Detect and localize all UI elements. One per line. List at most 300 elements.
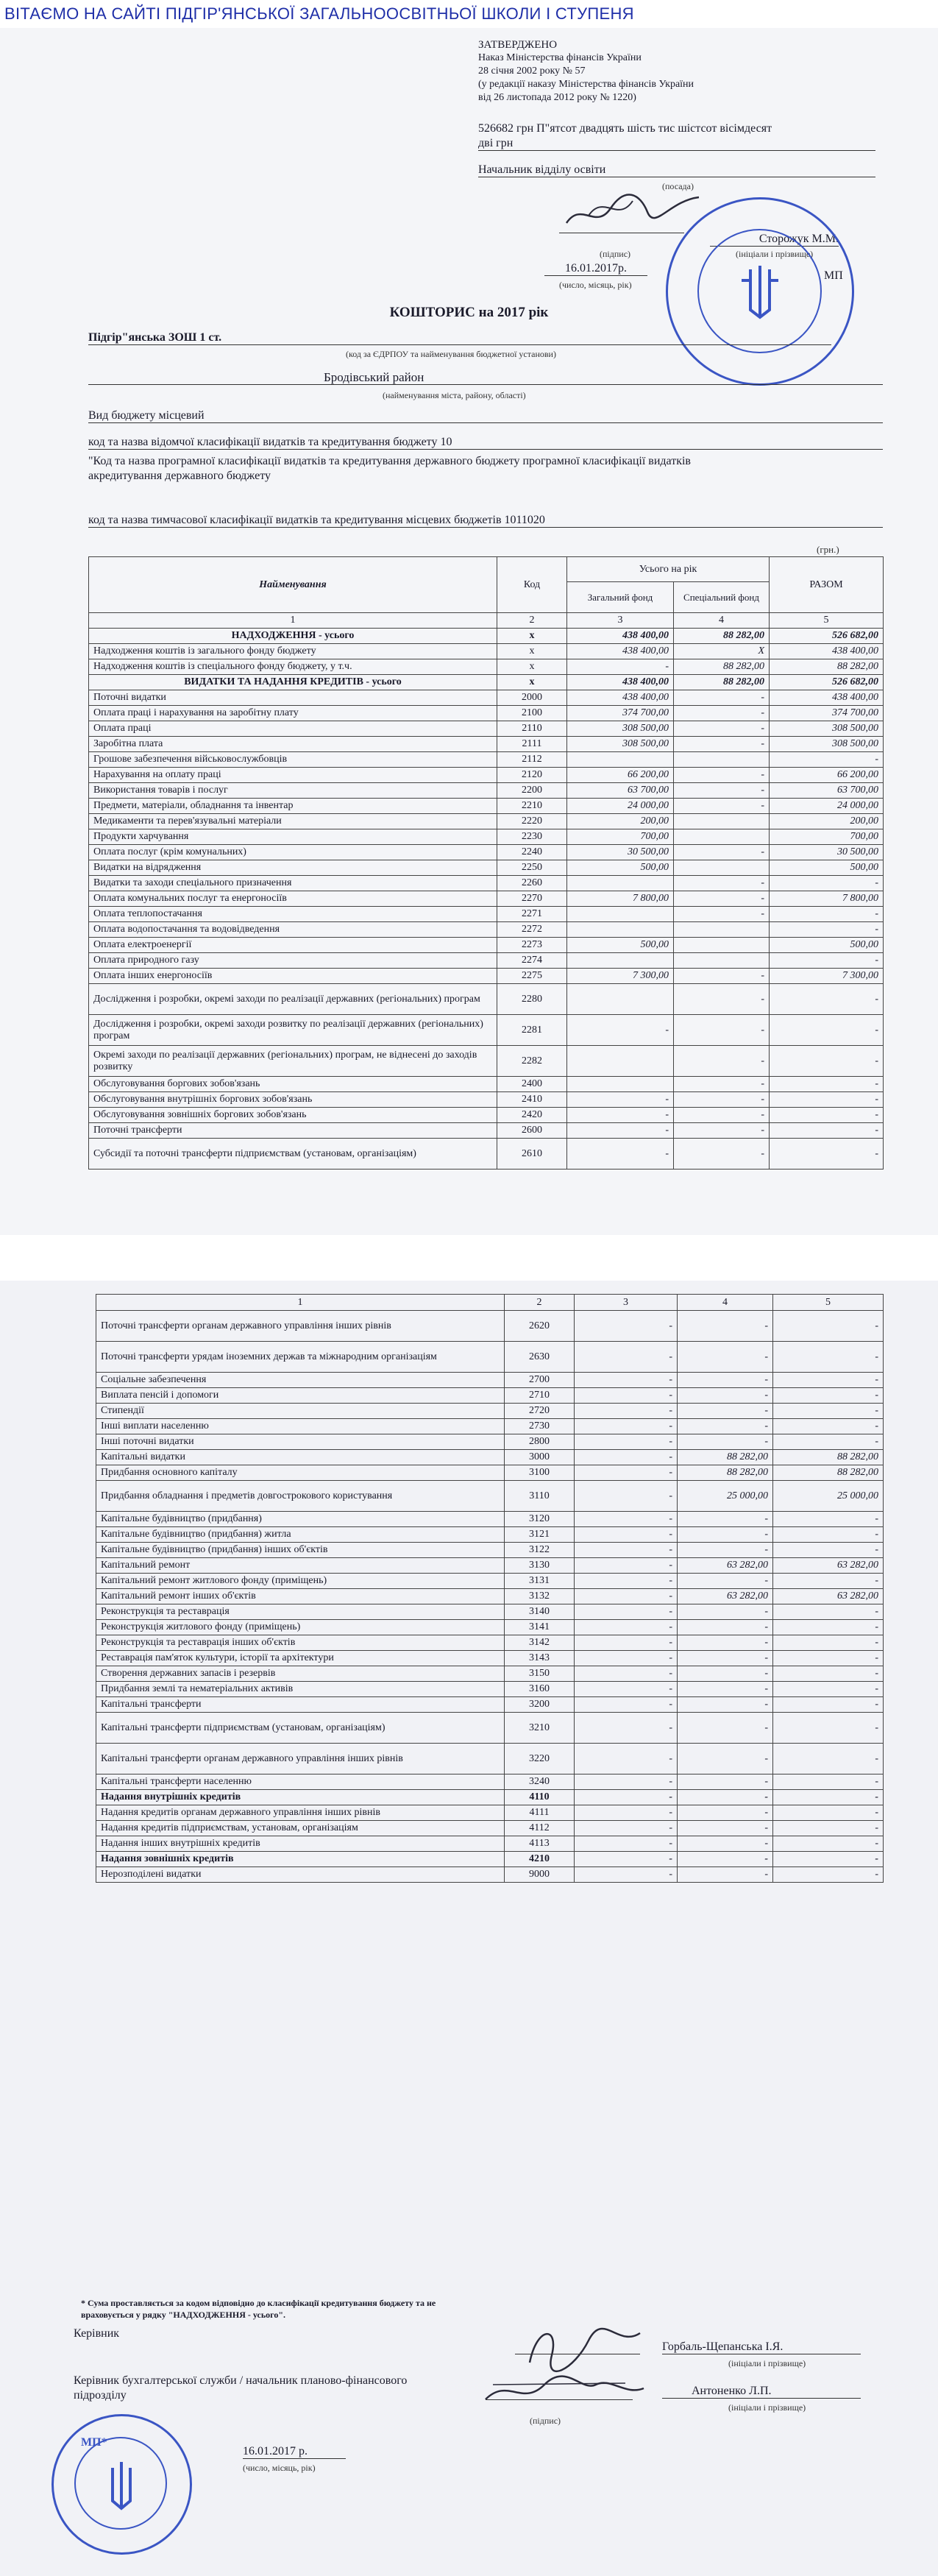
accountant-name-caption: (ініціали і прізвище) [728,2402,806,2413]
row-name: Заробітна плата [89,737,497,752]
row-special-fund [674,814,770,829]
row-general-fund: - [567,1015,674,1046]
row-code: 2220 [497,814,567,829]
row-code: 2273 [497,938,567,953]
row-total: 30 500,00 [770,845,884,860]
approved-amount-line2: дві грн [478,137,875,151]
table-row [96,1450,884,1465]
approved-amount-line1: 526682 грн П"ятсот двадцять шість тис шістсот вісімдесят [478,122,772,135]
table-row [96,1465,884,1481]
row-name: Оплата теплопостачання [89,907,497,922]
row-general-fund: - [575,1604,678,1620]
department-code: код та назва відомчої класифікації видатків та кредитування бюджету 10 [88,436,883,450]
row-special-fund: - [674,1092,770,1108]
row-general-fund: - [575,1589,678,1604]
row-name: Капітальні трансферти підприємствам (установам, організаціям) [96,1713,505,1744]
table-row [96,1635,884,1651]
row-special-fund: - [678,1774,773,1790]
row-name: Реконструкція та реставрація [96,1604,505,1620]
row-total: - [773,1620,884,1635]
row-code: 2730 [505,1419,575,1434]
row-code: 2240 [497,845,567,860]
row-general-fund: 63 700,00 [567,783,674,799]
row-total: - [773,1512,884,1527]
row-code: 3160 [505,1682,575,1697]
row-general-fund: - [575,1666,678,1682]
row-total: - [773,1342,884,1373]
row-name: Капітальне будівництво (придбання) інших об'єктів [96,1543,505,1558]
row-special-fund: 63 282,00 [678,1589,773,1604]
table-row [96,1713,884,1744]
trident-emblem-icon-2 [54,2416,190,2552]
row-total: - [773,1604,884,1620]
row-special-fund: - [678,1311,773,1342]
table-row [96,1821,884,1836]
signature-caption: (підпис) [600,249,631,259]
row-name: Капітальний ремонт інших об'єктів [96,1589,505,1604]
row-total: - [773,1836,884,1852]
temporary-code: код та назва тимчасової класифікації видатків та кредитування місцевих бюджетів 1011020 [88,514,883,528]
table-row [96,1481,884,1512]
row-name: Надання інших внутрішніх кредитів [96,1836,505,1852]
row-general-fund: - [575,1682,678,1697]
row-code: 2271 [497,907,567,922]
row-name: Окремі заходи по реалізації державних (регіональних) програм, не віднесені до заходів розвитку [89,1046,497,1077]
row-general-fund: 200,00 [567,814,674,829]
row-general-fund: - [575,1713,678,1744]
row-general-fund [567,984,674,1015]
row-name: Дослідження і розробки, окремі заходи розвитку по реалізації державних (регіональних) програм [89,1015,497,1046]
row-total: 526 682,00 [770,675,884,690]
row-code: 2720 [505,1404,575,1419]
accountant-label-line2: підрозділу [74,2389,127,2402]
row-name: Придбання землі та нематеріальних активів [96,1682,505,1697]
table-row [89,629,884,644]
row-general-fund: 438 400,00 [567,629,674,644]
row-general-fund: 308 500,00 [567,721,674,737]
row-special-fund: - [674,1077,770,1092]
header-total-year: Усього на рік [567,557,770,582]
row-code: 2000 [497,690,567,706]
accountant-signature-image [478,2363,647,2414]
row-general-fund: 66 200,00 [567,768,674,783]
row-name: Надходження коштів із спеціального фонду бюджету, у т.ч. [89,659,497,675]
row-special-fund [674,922,770,938]
row-name: Предмети, матеріали, обладнання та інвентар [89,799,497,814]
row-total: - [773,1774,884,1790]
row-total: 66 200,00 [770,768,884,783]
row-name: Надходження коштів із загального фонду бюджету [89,644,497,659]
row-total: - [770,907,884,922]
row-total: - [773,1697,884,1713]
row-general-fund: - [575,1527,678,1543]
row-special-fund: - [674,1123,770,1139]
row-special-fund: - [678,1697,773,1713]
row-total: 308 500,00 [770,737,884,752]
row-code: 2400 [497,1077,567,1092]
row-code: 2700 [505,1373,575,1388]
row-special-fund: - [674,891,770,907]
header-code: Код [497,557,567,613]
row-general-fund: - [575,1450,678,1465]
row-special-fund: 25 000,00 [678,1481,773,1512]
budget-type: Вид бюджету місцевий [88,409,883,423]
table-row [89,1123,884,1139]
table-row [89,783,884,799]
row-general-fund: - [567,1139,674,1170]
row-total: 88 282,00 [773,1465,884,1481]
header-general-fund: Загальний фонд [567,582,674,613]
row-total: 500,00 [770,938,884,953]
accountant-name: Антоненко Л.П. [662,2385,861,2399]
program-code-line1: "Код та назва програмної класифікації видатків та кредитування державного бюджету програмної класифікації видатків [88,455,691,467]
row-code: 2110 [497,721,567,737]
table-row [96,1836,884,1852]
official-stamp [666,197,854,386]
approval-title: ЗАТВЕРДЖЕНО [478,39,558,51]
signing-date-caption: (число, місяць, рік) [243,2463,316,2473]
row-general-fund: 374 700,00 [567,706,674,721]
row-general-fund: - [575,1388,678,1404]
row-name: Капітальне будівництво (придбання) житла [96,1527,505,1543]
row-special-fund: - [674,969,770,984]
row-code: 3220 [505,1744,575,1774]
row-name: Оплата праці [89,721,497,737]
row-special-fund: - [678,1419,773,1434]
table-row [96,1697,884,1713]
accountant-label-line1: Керівник бухгалтерської служби / начальник планово-фінансового [74,2374,408,2387]
row-total: - [770,876,884,891]
row-special-fund: - [674,690,770,706]
row-general-fund [567,907,674,922]
row-total: - [773,1373,884,1388]
row-total: 526 682,00 [770,629,884,644]
row-total: 88 282,00 [770,659,884,675]
row-total: 500,00 [770,860,884,876]
table-row [89,675,884,690]
row-code: 2111 [497,737,567,752]
row-total: - [770,1046,884,1077]
row-total: - [773,1744,884,1774]
row-code: х [497,659,567,675]
row-special-fund: 88 282,00 [678,1465,773,1481]
row-special-fund: - [674,907,770,922]
approval-date: 16.01.2017р. [544,262,647,276]
row-special-fund: 88 282,00 [674,675,770,690]
row-special-fund: - [678,1620,773,1635]
institution-caption: (код за ЄДРПОУ та найменування бюджетної установи) [346,349,556,359]
row-special-fund [674,938,770,953]
table-row [89,690,884,706]
row-general-fund: 24 000,00 [567,799,674,814]
row-code: х [497,644,567,659]
row-special-fund [674,860,770,876]
row-total: - [770,922,884,938]
signing-date: 16.01.2017 р. [243,2445,346,2459]
row-general-fund: 7 800,00 [567,891,674,907]
table-row [96,1404,884,1419]
row-code: 2230 [497,829,567,845]
estimate-page-1 [0,28,938,1235]
row-general-fund [567,752,674,768]
row-code: х [497,675,567,690]
table-row [89,752,884,768]
table-row [89,659,884,675]
row-code: 2800 [505,1434,575,1450]
row-special-fund: - [678,1388,773,1404]
row-special-fund: - [678,1604,773,1620]
row-name: Капітальні видатки [96,1450,505,1465]
row-special-fund: - [678,1574,773,1589]
row-general-fund: - [575,1697,678,1713]
row-total: - [773,1805,884,1821]
row-code: 2630 [505,1342,575,1373]
row-name: Капітальний ремонт [96,1558,505,1574]
row-name: Видатки на відрядження [89,860,497,876]
table-row [89,1092,884,1108]
table-row [96,1604,884,1620]
row-general-fund: - [575,1620,678,1635]
row-code: 3200 [505,1697,575,1713]
head-label: Керівник [74,2327,120,2340]
row-name: Оплата праці і нарахування на заробітну плату [89,706,497,721]
row-general-fund [567,1077,674,1092]
row-special-fund: 88 282,00 [674,659,770,675]
row-code: 2270 [497,891,567,907]
table-row [96,1527,884,1543]
row-code: 4112 [505,1821,575,1836]
row-special-fund: - [674,845,770,860]
row-code: 3210 [505,1713,575,1744]
row-general-fund: - [575,1821,678,1836]
row-special-fund [674,752,770,768]
table-row [89,1139,884,1170]
row-code: 2610 [497,1139,567,1170]
table-row [96,1543,884,1558]
row-total: 24 000,00 [770,799,884,814]
row-name: Медикаменти та перев'язувальні матеріали [89,814,497,829]
row-code: 2260 [497,876,567,891]
row-special-fund: - [674,737,770,752]
row-name: Поточні видатки [89,690,497,706]
row-general-fund [567,922,674,938]
row-name: Виплата пенсій і допомоги [96,1388,505,1404]
row-special-fund: - [678,1666,773,1682]
table-row [96,1867,884,1883]
row-general-fund: - [567,1108,674,1123]
row-code: 3120 [505,1512,575,1527]
program-code-line2: акредитування державного бюджету [88,470,271,482]
row-special-fund: - [674,1139,770,1170]
row-total: - [773,1388,884,1404]
row-special-fund: - [674,876,770,891]
row-total: - [773,1635,884,1651]
row-code: х [497,629,567,644]
table-row [89,876,884,891]
row-general-fund: - [575,1465,678,1481]
row-total: 308 500,00 [770,721,884,737]
row-name: Дослідження і розробки, окремі заходи по реалізації державних (регіональних) програм [89,984,497,1015]
row-general-fund [567,876,674,891]
row-code: 3110 [505,1481,575,1512]
name-caption: (ініціали і прізвище) [736,249,814,259]
row-total: 7 300,00 [770,969,884,984]
row-name: Інші поточні видатки [96,1434,505,1450]
row-general-fund: - [575,1790,678,1805]
row-total: - [773,1852,884,1867]
row-code: 4113 [505,1836,575,1852]
row-name: Придбання обладнання і предметів довгострокового користування [96,1481,505,1512]
table-row [89,984,884,1015]
header-sum: РАЗОМ [770,557,884,613]
row-general-fund: - [575,1744,678,1774]
row-special-fund: 88 282,00 [674,629,770,644]
row-code: 2112 [497,752,567,768]
row-code: 3122 [505,1543,575,1558]
table-row [96,1682,884,1697]
row-name: Обслуговування зовнішніх боргових зобов'язань [89,1108,497,1123]
row-total: - [770,984,884,1015]
row-total: - [770,1123,884,1139]
row-special-fund: - [678,1713,773,1744]
row-general-fund: 700,00 [567,829,674,845]
trident-emblem-icon [668,199,852,383]
row-total: - [770,1139,884,1170]
date-caption: (число, місяць, рік) [559,280,632,290]
row-code: 2420 [497,1108,567,1123]
row-general-fund: - [575,1836,678,1852]
row-code: 2272 [497,922,567,938]
row-total: - [773,1867,884,1883]
header-special-fund: Спеціальний фонд [674,582,770,613]
row-code: 3131 [505,1574,575,1589]
approval-head-name: Сторожук М.М. [710,233,839,247]
row-special-fund [674,953,770,969]
institution-name: Підгір"янська ЗОШ 1 ст. [88,331,831,345]
row-general-fund: 438 400,00 [567,675,674,690]
row-general-fund: - [575,1434,678,1450]
row-name: Оплата водопостачання та водовідведення [89,922,497,938]
row-special-fund: - [678,1836,773,1852]
row-name: Створення державних запасів і резервів [96,1666,505,1682]
row-special-fund: - [678,1790,773,1805]
table-row [89,706,884,721]
table-row [89,1046,884,1077]
approval-line3: (у редакції наказу Міністерства фінансів України [478,79,694,90]
approval-line4: від 26 листопада 2012 року № 1220) [478,92,636,103]
row-name: Поточні трансферти органам державного управління інших рівнів [96,1311,505,1342]
table-row [96,1790,884,1805]
row-general-fund: - [567,1092,674,1108]
table-row [89,938,884,953]
row-total: - [770,1077,884,1092]
table-row [89,799,884,814]
row-name: Капітальні трансферти [96,1697,505,1713]
row-name: Оплата інших енергоносіїв [89,969,497,984]
estimate-page-2 [0,1281,938,2576]
row-total: - [773,1419,884,1434]
row-code: 4111 [505,1805,575,1821]
table-row [89,829,884,845]
row-name: Оплата комунальних послуг та енергоносіїв [89,891,497,907]
row-code: 3240 [505,1774,575,1790]
row-name: ВИДАТКИ ТА НАДАННЯ КРЕДИТІВ - усього [89,675,497,690]
table-row [96,1512,884,1527]
row-total: - [773,1651,884,1666]
position-caption: (посада) [662,181,694,191]
row-total: 700,00 [770,829,884,845]
row-name: Грошове забезпечення військовослужбовців [89,752,497,768]
district-caption: (найменування міста, району, області) [383,390,526,400]
row-general-fund: 438 400,00 [567,644,674,659]
row-total: - [773,1713,884,1744]
row-total: 25 000,00 [773,1481,884,1512]
row-name: Продукти харчування [89,829,497,845]
row-code: 3142 [505,1635,575,1651]
table-row [96,1774,884,1790]
row-general-fund: - [575,1635,678,1651]
row-total: - [770,1108,884,1123]
row-code: 2250 [497,860,567,876]
row-total: - [773,1527,884,1543]
row-special-fund: - [678,1682,773,1697]
row-code: 4110 [505,1790,575,1805]
row-special-fund: - [674,1046,770,1077]
head-name-caption: (ініціали і прізвище) [728,2358,806,2368]
row-total: - [773,1821,884,1836]
row-total: - [770,1015,884,1046]
table-row [96,1558,884,1574]
row-special-fund: - [678,1543,773,1558]
school-stamp [51,2414,192,2555]
row-general-fund: - [575,1558,678,1574]
head-name: Горбаль-Щепанська І.Я. [662,2340,861,2354]
row-total: 63 282,00 [773,1589,884,1604]
row-general-fund: 500,00 [567,860,674,876]
row-general-fund: 308 500,00 [567,737,674,752]
footnote-line1: * Сума проставляється за кодом відповідно до класифікації кредитування бюджету та не [81,2298,436,2308]
mp-label: МП* [81,2436,107,2449]
footnote-line2: враховується у рядку "НАДХОДЖЕННЯ - усього". [81,2310,285,2320]
table-row [96,1666,884,1682]
row-code: 3121 [505,1527,575,1543]
row-special-fund: - [678,1635,773,1651]
row-code: 3000 [505,1450,575,1465]
table-row [96,1620,884,1635]
site-banner[interactable]: ВІТАЄМО НА САЙТІ ПІДГІР'ЯНСЬКОЇ ЗАГАЛЬНООСВІТНЬОЇ ШКОЛИ І СТУПЕНЯ [4,4,634,23]
row-general-fund: - [575,1419,678,1434]
row-name: Оплата природного газу [89,953,497,969]
row-general-fund: - [575,1805,678,1821]
row-special-fund: - [678,1744,773,1774]
row-total: 200,00 [770,814,884,829]
table-row [89,922,884,938]
row-code: 4210 [505,1852,575,1867]
table-row [89,768,884,783]
row-general-fund: - [575,1852,678,1867]
approval-mp: МП [824,269,843,282]
row-total: - [773,1311,884,1342]
row-name: Видатки та заходи спеціального призначення [89,876,497,891]
row-general-fund: 30 500,00 [567,845,674,860]
table-row [89,1015,884,1046]
row-code: 2281 [497,1015,567,1046]
document-title: КОШТОРИС на 2017 рік [389,305,549,320]
table-row [89,907,884,922]
row-special-fund: Х [674,644,770,659]
row-name: НАДХОДЖЕННЯ - усього [89,629,497,644]
row-name: Соціальне забезпечення [96,1373,505,1388]
